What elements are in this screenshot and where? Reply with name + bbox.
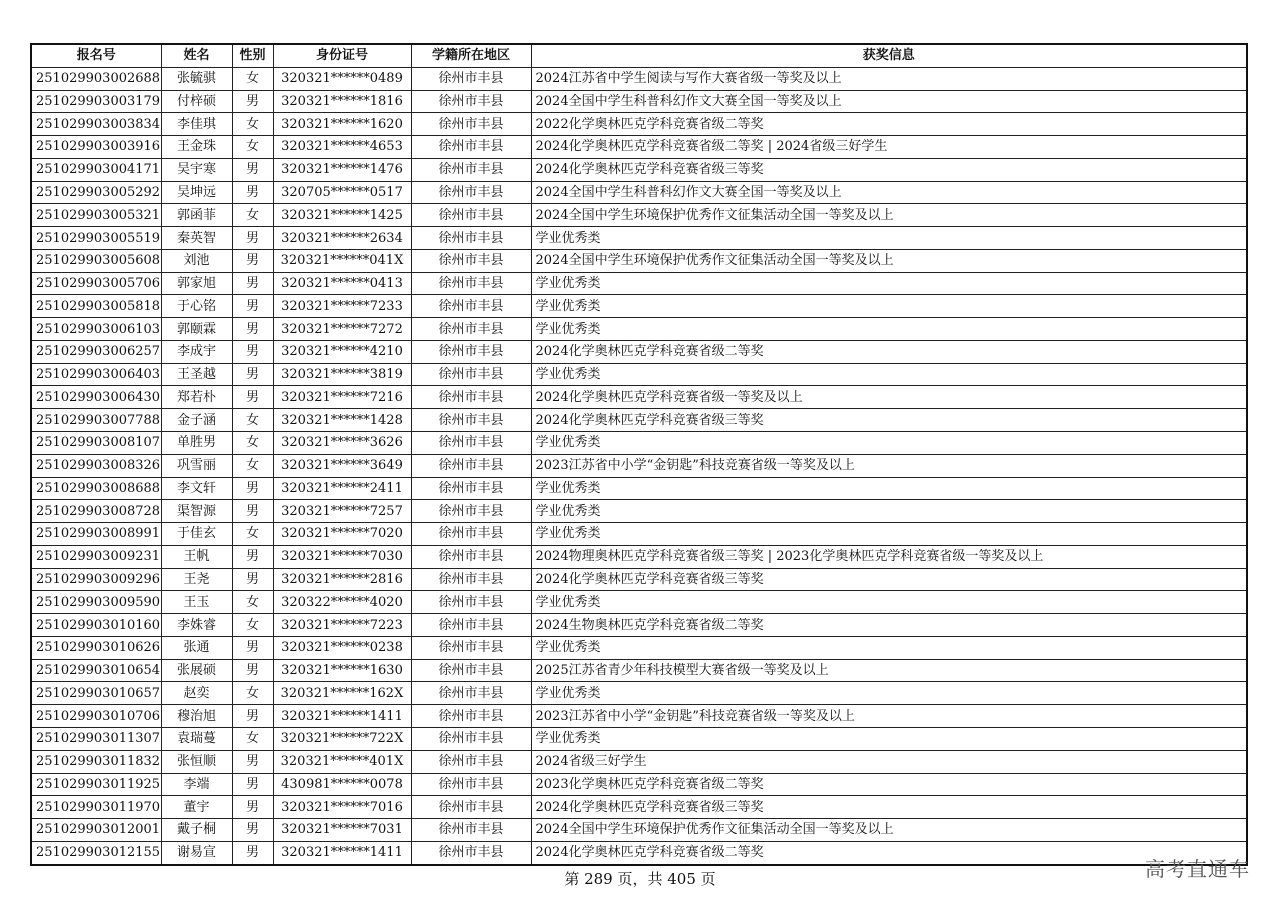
- award-info-cell: 2024全国中学生科普科幻作文大赛全国一等奖及以上: [531, 90, 1247, 113]
- award-info-cell: 学业优秀类: [531, 727, 1247, 750]
- name-cell: 李端: [161, 773, 232, 796]
- table-row: [31, 272, 1247, 295]
- region-cell: 徐州市丰县: [411, 227, 531, 250]
- id-number-cell: 320321******3819: [273, 363, 411, 386]
- id-number-cell: 320321******0489: [273, 67, 411, 90]
- table-row: [31, 204, 1247, 227]
- region-cell: 徐州市丰县: [411, 636, 531, 659]
- id-number-cell: 320321******722X: [273, 727, 411, 750]
- registration-number-cell: 251029903008688: [31, 477, 161, 500]
- id-number-cell: 320321******0413: [273, 272, 411, 295]
- name-cell: 金子涵: [161, 409, 232, 432]
- registration-number-cell: 251029903005818: [31, 295, 161, 318]
- registration-number-cell: 251029903009231: [31, 545, 161, 568]
- gender-cell: 女: [232, 136, 273, 159]
- name-cell: 巩雪丽: [161, 454, 232, 477]
- region-cell: 徐州市丰县: [411, 796, 531, 819]
- registration-number-cell: 251029903012155: [31, 841, 161, 864]
- registration-number-cell: 251029903005292: [31, 181, 161, 204]
- award-info-cell: 学业优秀类: [531, 272, 1247, 295]
- id-number-cell: 320321******7030: [273, 545, 411, 568]
- name-cell: 王尧: [161, 568, 232, 591]
- id-number-cell: 320321******3649: [273, 454, 411, 477]
- region-cell: 徐州市丰县: [411, 204, 531, 227]
- award-info-cell: 学业优秀类: [531, 523, 1247, 546]
- name-cell: 付梓硕: [161, 90, 232, 113]
- table-row: [31, 386, 1247, 409]
- id-number-cell: 320321******1425: [273, 204, 411, 227]
- registration-number-cell: 251029903003916: [31, 136, 161, 159]
- id-number-cell: 320321******2816: [273, 568, 411, 591]
- id-number-cell: 320321******1620: [273, 113, 411, 136]
- table-header-row: [31, 44, 1247, 67]
- table-row: [31, 568, 1247, 591]
- header-name: 姓名: [161, 44, 232, 67]
- id-number-cell: 320322******4020: [273, 591, 411, 614]
- award-info-cell: 2024全国中学生环境保护优秀作文征集活动全国一等奖及以上: [531, 819, 1247, 842]
- id-number-cell: 320321******0238: [273, 636, 411, 659]
- name-cell: 单胜男: [161, 432, 232, 455]
- registration-number-cell: 251029903010626: [31, 636, 161, 659]
- id-number-cell: 320321******041X: [273, 249, 411, 272]
- table-row: [31, 295, 1247, 318]
- registration-number-cell: 251029903011970: [31, 796, 161, 819]
- award-info-cell: 学业优秀类: [531, 636, 1247, 659]
- registration-number-cell: 251029903006403: [31, 363, 161, 386]
- table-row: [31, 500, 1247, 523]
- page-number: 第 289 页，共 405 页: [564, 870, 716, 888]
- region-cell: 徐州市丰县: [411, 318, 531, 341]
- gender-cell: 男: [232, 841, 273, 864]
- award-info-cell: 学业优秀类: [531, 591, 1247, 614]
- region-cell: 徐州市丰县: [411, 136, 531, 159]
- gender-cell: 男: [232, 249, 273, 272]
- table-row: [31, 614, 1247, 637]
- table-row: [31, 136, 1247, 159]
- award-info-cell: 学业优秀类: [531, 295, 1247, 318]
- id-number-cell: 320321******3626: [273, 432, 411, 455]
- registration-number-cell: 251029903004171: [31, 158, 161, 181]
- id-number-cell: 320321******4210: [273, 340, 411, 363]
- name-cell: 王圣越: [161, 363, 232, 386]
- table-row: [31, 682, 1247, 705]
- region-cell: 徐州市丰县: [411, 67, 531, 90]
- id-number-cell: 320321******7233: [273, 295, 411, 318]
- region-cell: 徐州市丰县: [411, 705, 531, 728]
- award-info-cell: 2022化学奥林匹克学科竞赛省级二等奖: [531, 113, 1247, 136]
- registration-number-cell: 251029903009590: [31, 591, 161, 614]
- id-number-cell: 320321******2634: [273, 227, 411, 250]
- table-row: [31, 841, 1247, 864]
- gender-cell: 女: [232, 454, 273, 477]
- gender-cell: 女: [232, 591, 273, 614]
- table-row: [31, 819, 1247, 842]
- table-row: [31, 90, 1247, 113]
- table-row: [31, 591, 1247, 614]
- id-number-cell: 320321******7223: [273, 614, 411, 637]
- header-registration-number: 报名号: [31, 44, 161, 67]
- name-cell: 穆治旭: [161, 705, 232, 728]
- award-info-cell: 学业优秀类: [531, 682, 1247, 705]
- region-cell: 徐州市丰县: [411, 454, 531, 477]
- gender-cell: 女: [232, 113, 273, 136]
- name-cell: 谢易宣: [161, 841, 232, 864]
- gender-cell: 女: [232, 682, 273, 705]
- registration-number-cell: 251029903007788: [31, 409, 161, 432]
- name-cell: 张恒顺: [161, 750, 232, 773]
- gender-cell: 女: [232, 523, 273, 546]
- name-cell: 赵奕: [161, 682, 232, 705]
- region-cell: 徐州市丰县: [411, 432, 531, 455]
- name-cell: 吴宇寒: [161, 158, 232, 181]
- table-row: [31, 67, 1247, 90]
- award-info-cell: 2024化学奥林匹克学科竞赛省级三等奖: [531, 409, 1247, 432]
- table-body: [31, 67, 1247, 864]
- award-info-cell: 2023江苏省中小学“金钥匙”科技竞赛省级一等奖及以上: [531, 454, 1247, 477]
- table-row: [31, 249, 1247, 272]
- region-cell: 徐州市丰县: [411, 568, 531, 591]
- name-cell: 李文轩: [161, 477, 232, 500]
- gender-cell: 男: [232, 636, 273, 659]
- region-cell: 徐州市丰县: [411, 750, 531, 773]
- name-cell: 刘池: [161, 249, 232, 272]
- region-cell: 徐州市丰县: [411, 386, 531, 409]
- name-cell: 王金珠: [161, 136, 232, 159]
- table-row: [31, 727, 1247, 750]
- table-row: [31, 113, 1247, 136]
- award-info-cell: 2024物理奥林匹克学科竞赛省级三等奖 | 2023化学奥林匹克学科竞赛省级一等奖及以上: [531, 545, 1247, 568]
- id-number-cell: 320321******1816: [273, 90, 411, 113]
- region-cell: 徐州市丰县: [411, 272, 531, 295]
- gender-cell: 男: [232, 568, 273, 591]
- region-cell: 徐州市丰县: [411, 682, 531, 705]
- gender-cell: 男: [232, 477, 273, 500]
- gender-cell: 男: [232, 773, 273, 796]
- gender-cell: 男: [232, 659, 273, 682]
- id-number-cell: 320321******1411: [273, 841, 411, 864]
- award-info-cell: 学业优秀类: [531, 363, 1247, 386]
- name-cell: 张毓骐: [161, 67, 232, 90]
- award-info-cell: 2025江苏省青少年科技模型大赛省级一等奖及以上: [531, 659, 1247, 682]
- award-info-cell: 2024化学奥林匹克学科竞赛省级三等奖: [531, 796, 1247, 819]
- id-number-cell: 320321******2411: [273, 477, 411, 500]
- award-info-cell: 2024化学奥林匹克学科竞赛省级三等奖: [531, 568, 1247, 591]
- region-cell: 徐州市丰县: [411, 340, 531, 363]
- id-number-cell: 320321******7020: [273, 523, 411, 546]
- name-cell: 李姝睿: [161, 614, 232, 637]
- gender-cell: 男: [232, 90, 273, 113]
- name-cell: 渠智源: [161, 500, 232, 523]
- id-number-cell: 320321******4653: [273, 136, 411, 159]
- registration-number-cell: 251029903005519: [31, 227, 161, 250]
- registration-number-cell: 251029903012001: [31, 819, 161, 842]
- id-number-cell: 430981******0078: [273, 773, 411, 796]
- gender-cell: 女: [232, 204, 273, 227]
- registration-number-cell: 251029903003179: [31, 90, 161, 113]
- gender-cell: 男: [232, 363, 273, 386]
- region-cell: 徐州市丰县: [411, 500, 531, 523]
- table-row: [31, 363, 1247, 386]
- award-info-cell: 2024化学奥林匹克学科竞赛省级二等奖: [531, 340, 1247, 363]
- region-cell: 徐州市丰县: [411, 181, 531, 204]
- watermark-text: 高考直通车: [1145, 857, 1250, 881]
- region-cell: 徐州市丰县: [411, 158, 531, 181]
- region-cell: 徐州市丰县: [411, 727, 531, 750]
- registration-number-cell: 251029903011925: [31, 773, 161, 796]
- id-number-cell: 320321******7031: [273, 819, 411, 842]
- award-info-cell: 学业优秀类: [531, 227, 1247, 250]
- table-row: [31, 545, 1247, 568]
- registration-number-cell: 251029903008991: [31, 523, 161, 546]
- name-cell: 王帆: [161, 545, 232, 568]
- region-cell: 徐州市丰县: [411, 477, 531, 500]
- table-row: [31, 773, 1247, 796]
- registration-number-cell: 251029903010657: [31, 682, 161, 705]
- id-number-cell: 320321******1428: [273, 409, 411, 432]
- gender-cell: 男: [232, 181, 273, 204]
- id-number-cell: 320321******162X: [273, 682, 411, 705]
- id-number-cell: 320321******7257: [273, 500, 411, 523]
- header-gender: 性别: [232, 44, 273, 67]
- region-cell: 徐州市丰县: [411, 249, 531, 272]
- table-row: [31, 318, 1247, 341]
- name-cell: 于佳玄: [161, 523, 232, 546]
- id-number-cell: 320321******7272: [273, 318, 411, 341]
- registration-number-cell: 251029903005608: [31, 249, 161, 272]
- award-info-cell: 2024化学奥林匹克学科竞赛省级三等奖: [531, 158, 1247, 181]
- registration-number-cell: 251029903008107: [31, 432, 161, 455]
- region-cell: 徐州市丰县: [411, 363, 531, 386]
- table-row: [31, 181, 1247, 204]
- registration-number-cell: 251029903008326: [31, 454, 161, 477]
- table-row: [31, 158, 1247, 181]
- award-info-cell: 2024全国中学生环境保护优秀作文征集活动全国一等奖及以上: [531, 249, 1247, 272]
- name-cell: 张通: [161, 636, 232, 659]
- registration-number-cell: 251029903010706: [31, 705, 161, 728]
- award-info-cell: 2024江苏省中学生阅读与写作大赛省级一等奖及以上: [531, 67, 1247, 90]
- table-row: [31, 477, 1247, 500]
- id-number-cell: 320321******1476: [273, 158, 411, 181]
- region-cell: 徐州市丰县: [411, 659, 531, 682]
- name-cell: 于心铭: [161, 295, 232, 318]
- region-cell: 徐州市丰县: [411, 591, 531, 614]
- award-info-cell: 2023化学奥林匹克学科竞赛省级二等奖: [531, 773, 1247, 796]
- gender-cell: 男: [232, 500, 273, 523]
- name-cell: 郑若朴: [161, 386, 232, 409]
- award-info-cell: 学业优秀类: [531, 500, 1247, 523]
- name-cell: 袁瑞蔓: [161, 727, 232, 750]
- award-info-cell: 2024全国中学生环境保护优秀作文征集活动全国一等奖及以上: [531, 204, 1247, 227]
- region-cell: 徐州市丰县: [411, 614, 531, 637]
- table-row: [31, 750, 1247, 773]
- header-id-number: 身份证号: [273, 44, 411, 67]
- gender-cell: 男: [232, 819, 273, 842]
- table-row: [31, 636, 1247, 659]
- award-info-cell: 2024全国中学生科普科幻作文大赛全国一等奖及以上: [531, 181, 1247, 204]
- header-award-info: 获奖信息: [531, 44, 1247, 67]
- registration-number-cell: 251029903006103: [31, 318, 161, 341]
- registration-number-cell: 251029903011832: [31, 750, 161, 773]
- gender-cell: 男: [232, 158, 273, 181]
- table-row: [31, 454, 1247, 477]
- registration-number-cell: 251029903006430: [31, 386, 161, 409]
- region-cell: 徐州市丰县: [411, 523, 531, 546]
- table-row: [31, 796, 1247, 819]
- name-cell: 郭函菲: [161, 204, 232, 227]
- id-number-cell: 320321******7216: [273, 386, 411, 409]
- registration-number-cell: 251029903002688: [31, 67, 161, 90]
- registration-number-cell: 251029903005321: [31, 204, 161, 227]
- name-cell: 李成宇: [161, 340, 232, 363]
- gender-cell: 女: [232, 727, 273, 750]
- award-info-cell: 2023江苏省中小学“金钥匙”科技竞赛省级一等奖及以上: [531, 705, 1247, 728]
- region-cell: 徐州市丰县: [411, 841, 531, 864]
- region-cell: 徐州市丰县: [411, 819, 531, 842]
- name-cell: 李佳琪: [161, 113, 232, 136]
- gender-cell: 男: [232, 227, 273, 250]
- gender-cell: 女: [232, 67, 273, 90]
- gender-cell: 男: [232, 272, 273, 295]
- region-cell: 徐州市丰县: [411, 773, 531, 796]
- award-info-cell: 学业优秀类: [531, 318, 1247, 341]
- gender-cell: 男: [232, 750, 273, 773]
- gender-cell: 男: [232, 318, 273, 341]
- table-row: [31, 659, 1247, 682]
- gender-cell: 女: [232, 614, 273, 637]
- registration-number-cell: 251029903010160: [31, 614, 161, 637]
- name-cell: 王玉: [161, 591, 232, 614]
- id-number-cell: 320321******1411: [273, 705, 411, 728]
- award-info-cell: 学业优秀类: [531, 432, 1247, 455]
- table-row: [31, 432, 1247, 455]
- region-cell: 徐州市丰县: [411, 409, 531, 432]
- award-info-cell: 2024生物奥林匹克学科竞赛省级二等奖: [531, 614, 1247, 637]
- table-row: [31, 705, 1247, 728]
- gender-cell: 女: [232, 409, 273, 432]
- name-cell: 郭颐霖: [161, 318, 232, 341]
- name-cell: 吴坤远: [161, 181, 232, 204]
- gender-cell: 男: [232, 386, 273, 409]
- gender-cell: 女: [232, 432, 273, 455]
- registration-number-cell: 251029903006257: [31, 340, 161, 363]
- table-row: [31, 340, 1247, 363]
- award-info-cell: 学业优秀类: [531, 477, 1247, 500]
- awards-table: [30, 43, 1248, 866]
- gender-cell: 男: [232, 705, 273, 728]
- id-number-cell: 320705******0517: [273, 181, 411, 204]
- gender-cell: 男: [232, 545, 273, 568]
- table-row: [31, 523, 1247, 546]
- award-info-cell: 2024化学奥林匹克学科竞赛省级一等奖及以上: [531, 386, 1247, 409]
- gender-cell: 男: [232, 796, 273, 819]
- award-info-cell: 2024省级三好学生: [531, 750, 1247, 773]
- name-cell: 董宇: [161, 796, 232, 819]
- header-region: 学籍所在地区: [411, 44, 531, 67]
- registration-number-cell: 251029903005706: [31, 272, 161, 295]
- region-cell: 徐州市丰县: [411, 90, 531, 113]
- id-number-cell: 320321******1630: [273, 659, 411, 682]
- name-cell: 张展硕: [161, 659, 232, 682]
- registration-number-cell: 251029903009296: [31, 568, 161, 591]
- registration-number-cell: 251029903010654: [31, 659, 161, 682]
- table-row: [31, 227, 1247, 250]
- registration-number-cell: 251029903011307: [31, 727, 161, 750]
- region-cell: 徐州市丰县: [411, 113, 531, 136]
- table-row: [31, 409, 1247, 432]
- id-number-cell: 320321******401X: [273, 750, 411, 773]
- name-cell: 秦英智: [161, 227, 232, 250]
- name-cell: 戴子桐: [161, 819, 232, 842]
- award-info-cell: 2024化学奥林匹克学科竞赛省级二等奖: [531, 841, 1247, 864]
- id-number-cell: 320321******7016: [273, 796, 411, 819]
- award-info-cell: 2024化学奥林匹克学科竞赛省级二等奖 | 2024省级三好学生: [531, 136, 1247, 159]
- gender-cell: 男: [232, 340, 273, 363]
- region-cell: 徐州市丰县: [411, 295, 531, 318]
- registration-number-cell: 251029903008728: [31, 500, 161, 523]
- registration-number-cell: 251029903003834: [31, 113, 161, 136]
- name-cell: 郭家旭: [161, 272, 232, 295]
- gender-cell: 男: [232, 295, 273, 318]
- region-cell: 徐州市丰县: [411, 545, 531, 568]
